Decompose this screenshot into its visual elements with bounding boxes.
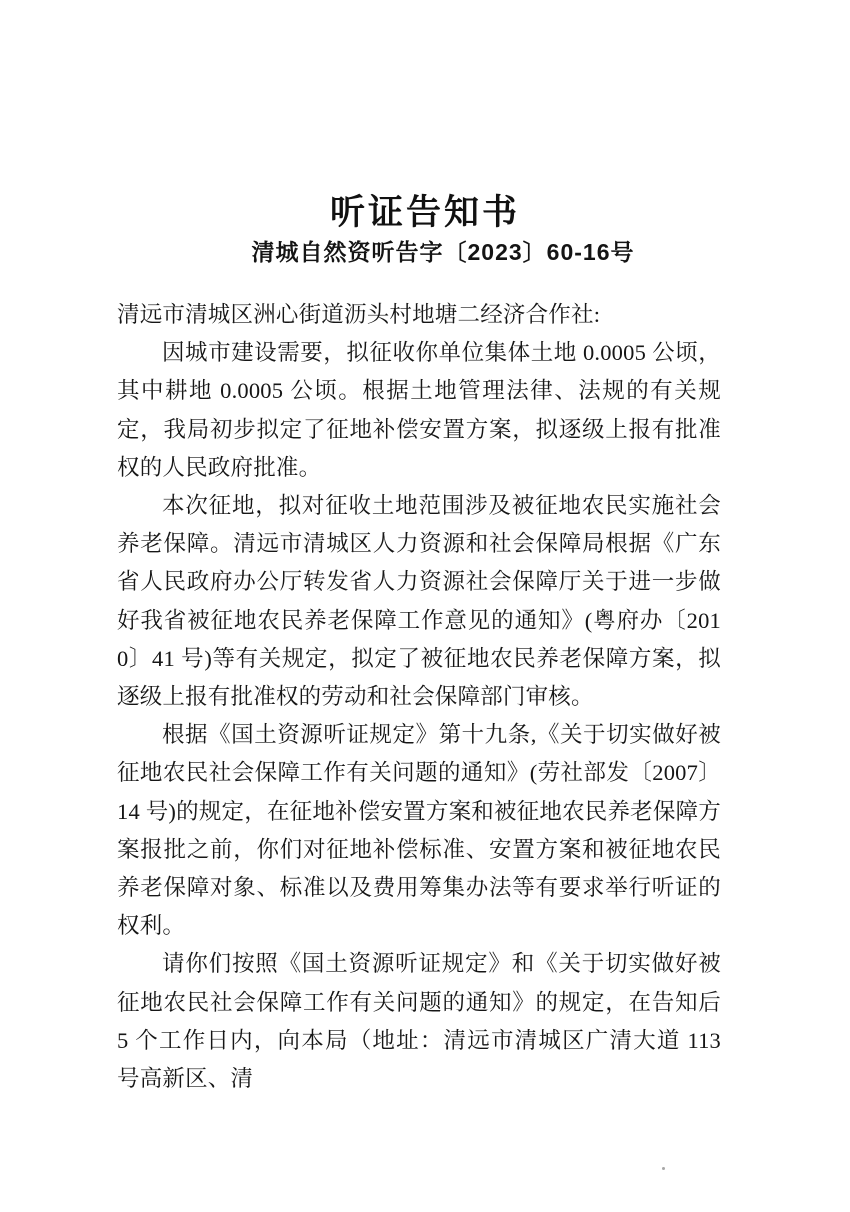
- page-title: 听证告知书: [329, 193, 520, 233]
- scan-speck-artifact: [662, 1167, 665, 1170]
- paragraph-hearing-application: 请你们按照《国土资源听证规定》和《关于切实做好被征地农民社会保障工作有关问题的通知》的规定，在告知后 5 个工作日内，向本局（地址：清远市清城区广清大道 113 号高新区、清: [117, 951, 721, 1092]
- document-number: 清城自然资听告字〔2023〕60-16号: [251, 239, 635, 265]
- paragraph-pension-security: 本次征地，拟对征收土地范围涉及被征地农民实施社会养老保障。清远市清城区人力资源和社会保障局根据《广东省人民政府办公厅转发省人力资源社会保障厅关于进一步做好我省被征地农民养老保障工作意见的通知》(粤府办〔2010〕41 号)等有关规定，拟定了被征地农民养老保障方案，拟逐级上报有批准权的劳动和社会保障部门审核。: [117, 493, 721, 710]
- addressee-line: 清远市清城区洲心街道沥头村地塘二经济合作社:: [117, 302, 601, 327]
- document-body: [117, 296, 721, 1098]
- paragraph-hearing-rights: 根据《国土资源听证规定》第十九条,《关于切实做好被征地农民社会保障工作有关问题的通知》(劳社部发〔2007〕14 号)的规定，在征地补偿安置方案和被征地农民养老保障方案报批之前，你们对征地补偿标准、安置方案和被征地农民养老保障对象、标准以及费用筹集办法等有要求举行听证的权利。: [117, 722, 721, 939]
- paragraph-land-acquisition: 因城市建设需要，拟征收你单位集体土地 0.0005 公顷，其中耕地 0.0005 公顷。根据土地管理法律、法规的有关规定，我局初步拟定了征地补偿安置方案，拟逐级上报有批准权的人民政府批准。: [117, 340, 721, 480]
